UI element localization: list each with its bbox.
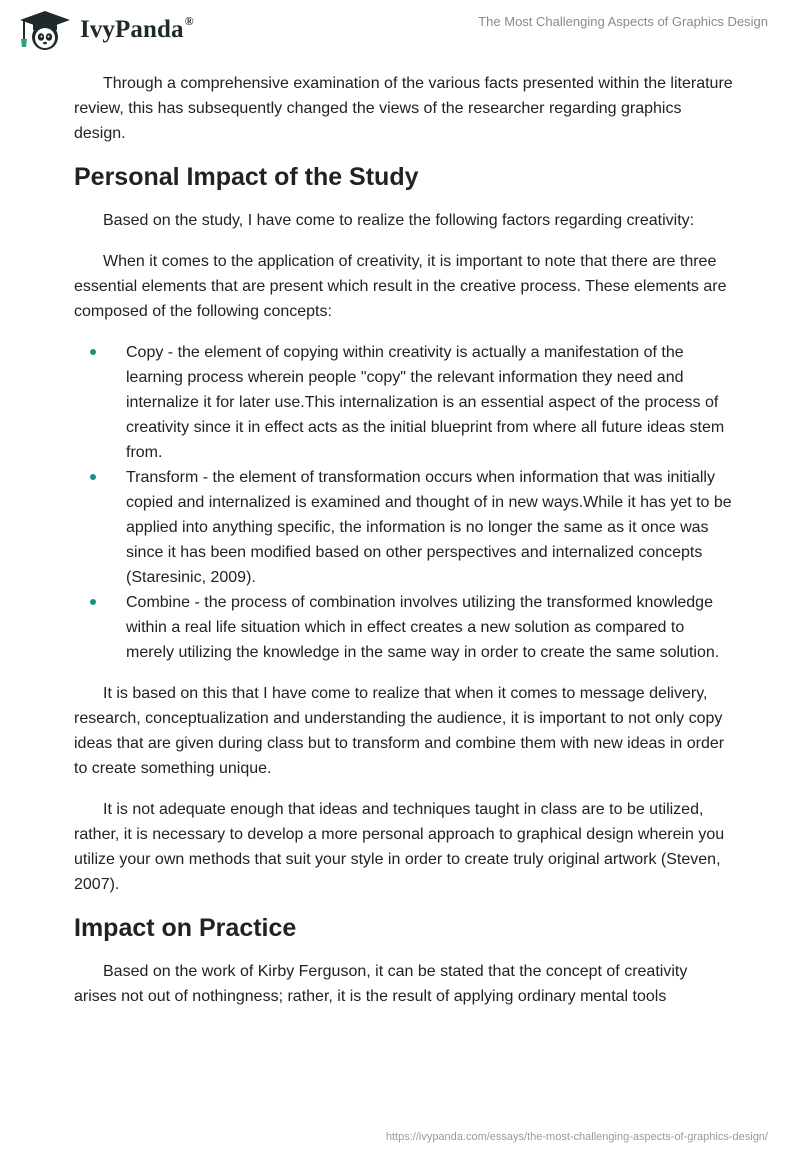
creativity-elements-list	[74, 340, 734, 665]
intro-paragraph: Through a comprehensive examination of the various facts presented within the literature review, this has subsequently changed the views of the researcher regarding graphics design.	[74, 75, 733, 142]
page-header	[0, 0, 800, 60]
brand-name: IvyPanda®	[80, 14, 194, 43]
bullet-dot-icon	[90, 349, 96, 355]
list-item-text: Combine - the process of combination involves utilizing the transformed knowledge within a real life situation which in effect creates a new solution as compared to merely utilizing the knowledge in the same way in order to create the same solution.	[126, 594, 720, 661]
article-body	[74, 71, 734, 1025]
bullet-dot-icon	[90, 599, 96, 605]
bullet-dot-icon	[90, 474, 96, 480]
paragraph: Based on the work of Kirby Ferguson, it can be stated that the concept of creativity arises not out of nothingness; rather, it is the result of applying ordinary mental tools	[74, 963, 688, 1005]
list-item-text: Transform - the element of transformation occurs when information that was initially copied and internalized is examined and thought of in new ways.While it has yet to be applied into anything specific, the information is no longer the same as it once was since it has been modified based on other perspectives and internalized concepts (Staresinic, 2009).	[126, 469, 732, 586]
section-heading-personal-impact: Personal Impact of the Study	[74, 163, 419, 191]
paragraph: When it comes to the application of creativity, it is important to note that there are three essential elements that are present which result in the creative process. These elements are composed of the following concepts:	[74, 253, 727, 320]
list-item-text: Copy - the element of copying within creativity is actually a manifestation of the learning process wherein people "copy" the relevant information they need and internalize it for later use.This internalization is an essential aspect of the process of creativity since it in effect acts as the initial blueprint from where all future ideas stem from.	[126, 344, 725, 461]
list-item	[126, 340, 734, 465]
paragraph: It is based on this that I have come to realize that when it comes to message delivery, research, conceptualization and understanding the audience, it is important to not only copy ideas that are given during class but to transform and combine them with new ideas in order to create something unique.	[74, 685, 725, 777]
section-heading-impact-on-practice: Impact on Practice	[74, 914, 297, 942]
paragraph: It is not adequate enough that ideas and techniques taught in class are to be utilized, rather, it is necessary to develop a more personal approach to graphical design wherein you utilize your own methods that suit your style in order to create truly original artwork (Steven, 2007).	[74, 801, 725, 893]
paragraph: Based on the study, I have come to realize the following factors regarding creativity:	[103, 212, 695, 229]
source-url-link[interactable]: https://ivypanda.com/essays/the-most-challenging-aspects-of-graphics-design/	[385, 1131, 768, 1143]
panda-logo-icon	[16, 9, 74, 51]
ivypanda-logo-link[interactable]	[16, 9, 194, 51]
list-item	[126, 590, 734, 665]
document-title: The Most Challenging Aspects of Graphics Design	[478, 14, 768, 29]
list-item	[126, 465, 734, 590]
